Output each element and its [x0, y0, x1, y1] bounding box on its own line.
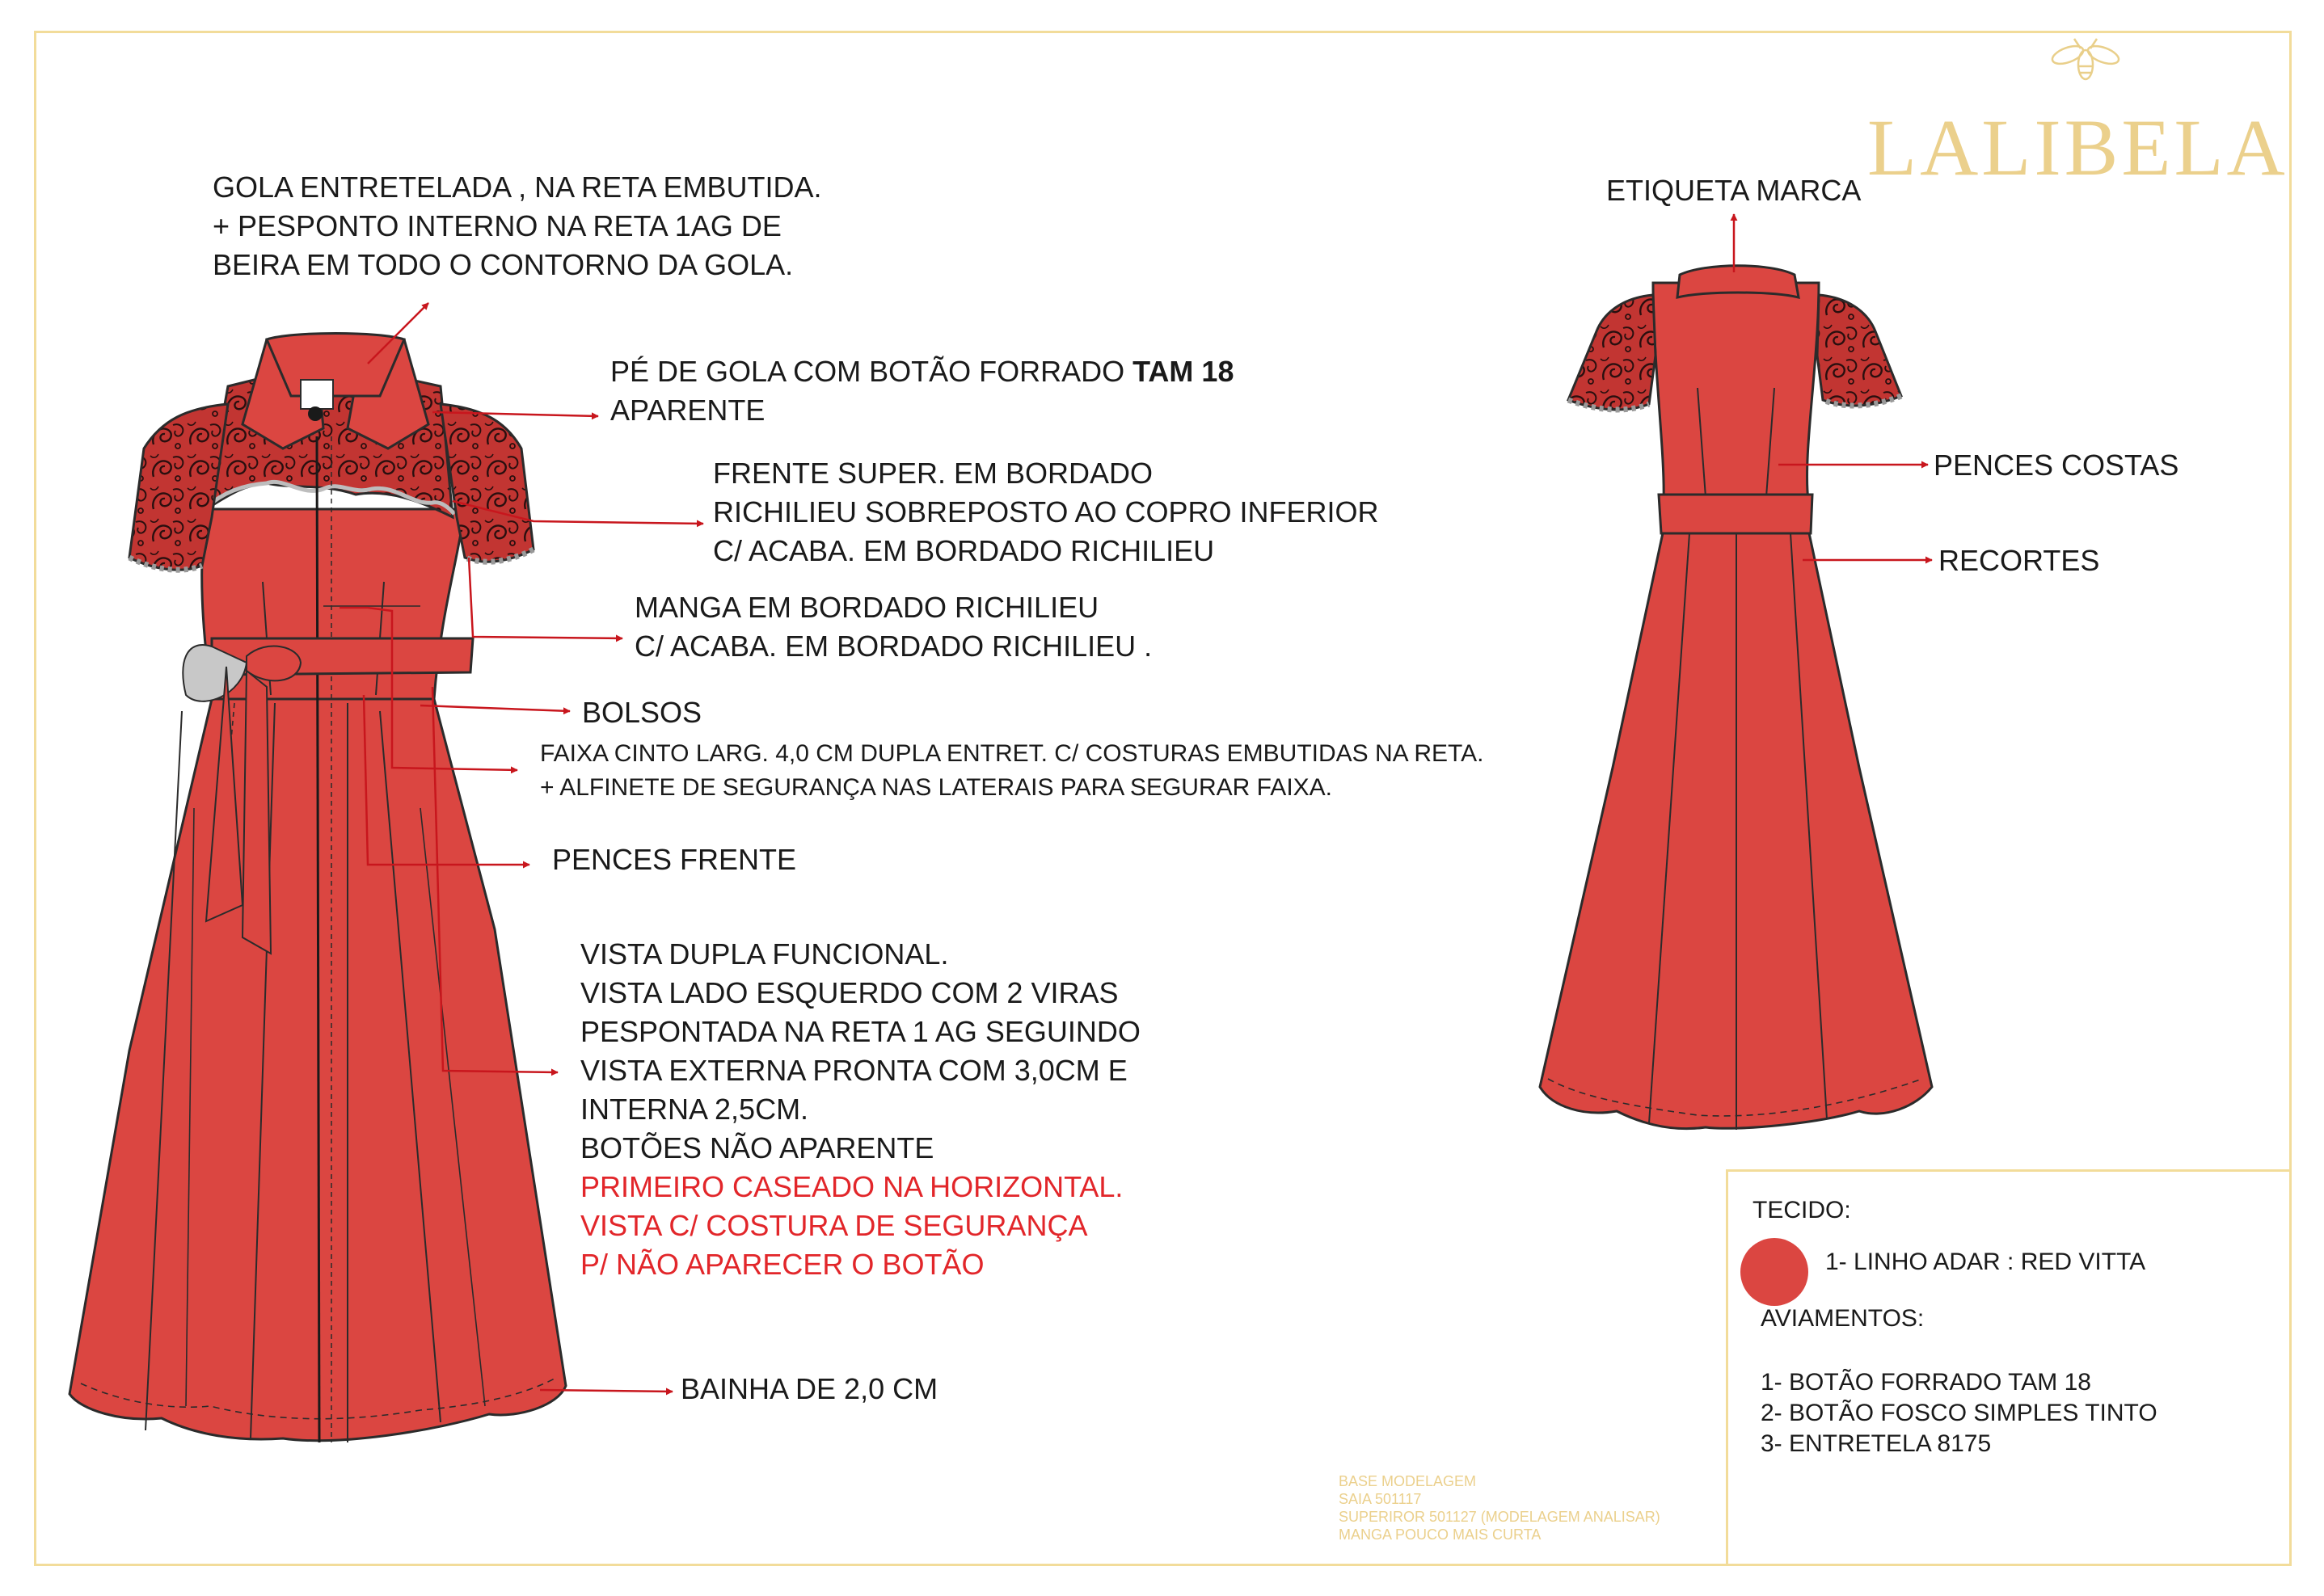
belt-note-line-1: FAIXA CINTO LARG. 4,0 CM DUPLA ENTRET. C/ COSTURAS EMBUTIDAS NA RETA.	[540, 740, 1484, 767]
front-upper-note-line-2: RICHILIEU SOBREPOSTO AO COPRO INFERIOR	[713, 495, 1379, 528]
trims-list	[1761, 1367, 2157, 1459]
brand-label-note: ETIQUETA MARCA	[1606, 174, 1862, 207]
pattern-base-line-3: SUPERIROR 501127 (MODELAGEM ANALISAR)	[1339, 1509, 1660, 1525]
collar-note-line-3: BEIRA EM TODO O CONTORNO DA GOLA.	[213, 248, 794, 281]
trim-item-1: 1- BOTÃO FORRADO TAM 18	[1761, 1369, 2091, 1396]
front-darts-note: PENCES FRENTE	[552, 843, 797, 876]
placket-note-line-4: VISTA EXTERNA PRONTA COM 3,0CM E	[580, 1054, 1128, 1087]
collar-stand-note-line-2: APARENTE	[610, 394, 766, 427]
sleeve-note-line-2: C/ ACABA. EM BORDADO RICHILIEU .	[635, 630, 1153, 663]
collar-stand-note	[610, 352, 1234, 430]
fabric-swatch	[1740, 1238, 1808, 1306]
pattern-base-note	[1339, 1472, 1660, 1543]
sleeve-note-line-1: MANGA EM BORDADO RICHILIEU	[635, 591, 1099, 624]
trim-item-3: 3- ENTRETELA 8175	[1761, 1430, 1992, 1457]
back-sleeve-right	[1817, 295, 1901, 406]
front-upper-note	[713, 454, 1378, 571]
brand-logo: LALIBELA	[1867, 103, 2288, 192]
trim-item-2: 2- BOTÃO FOSCO SIMPLES TINTO	[1761, 1400, 2157, 1426]
hem-note: BAINHA DE 2,0 CM	[681, 1372, 938, 1405]
back-waistband	[1659, 495, 1812, 533]
pockets-note: BOLSOS	[582, 696, 702, 729]
placket-note-line-2: VISTA LADO ESQUERDO COM 2 VIRAS	[580, 976, 1119, 1009]
trims-title: AVIAMENTOS:	[1761, 1305, 1925, 1332]
back-collar	[1677, 266, 1799, 297]
collar-note	[213, 168, 822, 284]
fabric-item: 1- LINHO ADAR : RED VITTA	[1825, 1249, 2146, 1275]
pattern-base-line-4: MANGA POUCO MAIS CURTA	[1339, 1527, 1542, 1543]
placket-note-line-3: PESPONTADA NA RETA 1 AG SEGUINDO	[580, 1015, 1141, 1048]
belt-note	[540, 737, 1483, 805]
placket-warning-line-2: VISTA C/ COSTURA DE SEGURANÇA	[580, 1209, 1088, 1242]
collar-note-line-1: GOLA ENTRETELADA , NA RETA EMBUTIDA.	[213, 171, 822, 204]
collar-button-icon	[308, 406, 323, 421]
front-dress	[70, 334, 566, 1443]
collar-stand-note-text: PÉ DE GOLA COM BOTÃO FORRADO	[610, 355, 1133, 388]
placket-note-line-6: BOTÕES NÃO APARENTE	[580, 1131, 934, 1164]
fabric-title: TECIDO:	[1752, 1197, 1851, 1223]
back-bodice	[1653, 283, 1819, 501]
bee-icon	[2050, 39, 2121, 79]
collar-stand-note-size: TAM 18	[1132, 355, 1234, 388]
pattern-base-line-1: BASE MODELAGEM	[1339, 1473, 1477, 1489]
seams-note: RECORTES	[1938, 544, 2100, 577]
back-dress	[1540, 266, 1932, 1130]
sleeve-note	[635, 588, 1152, 666]
placket-note-line-1: VISTA DUPLA FUNCIONAL.	[580, 937, 949, 971]
placket-note	[580, 935, 1141, 1284]
placket-warning-line-1: PRIMEIRO CASEADO NA HORIZONTAL.	[580, 1170, 1124, 1203]
placket-note-line-5: INTERNA 2,5CM.	[580, 1093, 809, 1126]
front-upper-note-line-3: C/ ACABA. EM BORDADO RICHILIEU	[713, 534, 1215, 567]
pattern-base-line-2: SAIA 501117	[1339, 1491, 1422, 1507]
front-upper-note-line-1: FRENTE SUPER. EM BORDADO	[713, 457, 1154, 490]
placket-warning-line-3: P/ NÃO APARECER O BOTÃO	[580, 1248, 985, 1281]
collar-note-line-2: + PESPONTO INTERNO NA RETA 1AG DE	[213, 209, 782, 242]
back-darts-note: PENCES COSTAS	[1934, 448, 2179, 482]
back-sleeve-left	[1568, 295, 1655, 410]
belt-note-line-2: + ALFINETE DE SEGURANÇA NAS LATERAIS PARA SEGURAR FAIXA.	[540, 774, 1333, 801]
